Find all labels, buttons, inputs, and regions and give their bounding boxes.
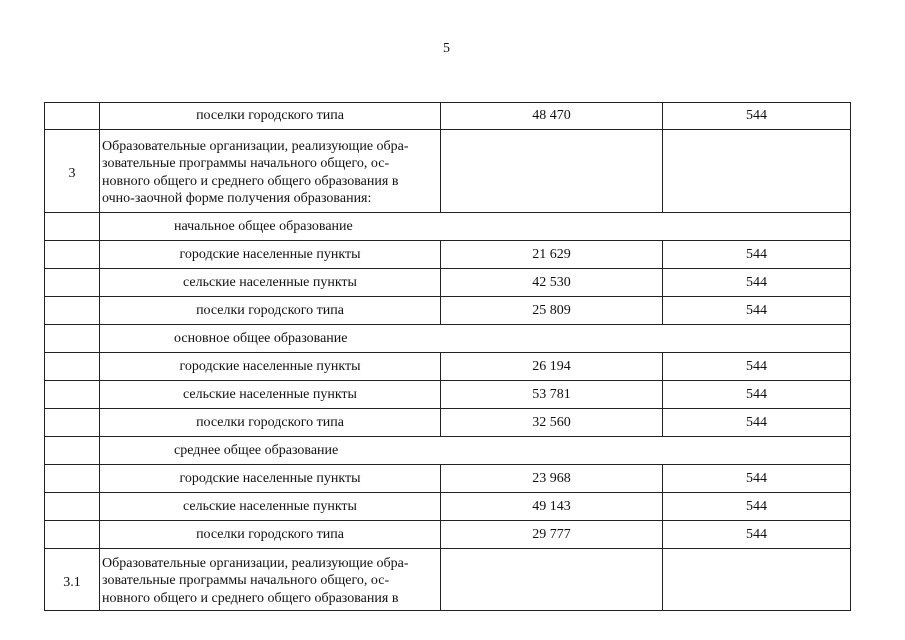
row-name-cell: городские населенные пункты: [100, 241, 441, 269]
row-number-cell: [45, 269, 100, 297]
row-name-cell: городские населенные пункты: [100, 465, 441, 493]
row-name-cell: сельские населенные пункты: [100, 493, 441, 521]
value-cell-2: [663, 437, 851, 465]
row-name-cell: поселки городского типа: [100, 103, 441, 130]
value-cell-1: [441, 213, 663, 241]
table-row: [45, 241, 851, 269]
table-row: [45, 325, 851, 353]
value-cell-1: 42 530: [441, 269, 663, 297]
value-cell-1: 23 968: [441, 465, 663, 493]
value-cell-2: 544: [663, 521, 851, 549]
value-cell-1: 25 809: [441, 297, 663, 325]
table-row: [45, 269, 851, 297]
table-row: [45, 103, 851, 130]
row-name-cell: сельские населенные пункты: [100, 269, 441, 297]
row-number-cell: [45, 465, 100, 493]
value-cell-1: [441, 325, 663, 353]
row-name-cell: поселки городского типа: [100, 521, 441, 549]
table-row: [45, 381, 851, 409]
table-row: [45, 409, 851, 437]
row-name-cell: основное общее образование: [100, 325, 441, 353]
row-number-cell: [45, 103, 100, 130]
table-row: [45, 521, 851, 549]
value-cell-1: [441, 130, 663, 213]
row-number-cell: [45, 409, 100, 437]
value-cell-1: 26 194: [441, 353, 663, 381]
value-cell-2: 544: [663, 297, 851, 325]
table-row: [45, 297, 851, 325]
row-name-cell: сельские населенные пункты: [100, 381, 441, 409]
row-number-cell: [45, 353, 100, 381]
value-cell-2: 544: [663, 103, 851, 130]
value-cell-2: [663, 130, 851, 213]
value-cell-2: [663, 325, 851, 353]
row-number-cell: [45, 241, 100, 269]
row-number-cell: [45, 437, 100, 465]
row-name-cell: поселки городского типа: [100, 297, 441, 325]
table-row: [45, 549, 851, 611]
value-cell-1: 48 470: [441, 103, 663, 130]
row-name-cell: среднее общее образование: [100, 437, 441, 465]
row-number-cell: [45, 381, 100, 409]
row-number-cell: [45, 213, 100, 241]
value-cell-2: 544: [663, 409, 851, 437]
value-cell-2: 544: [663, 241, 851, 269]
value-cell-1: 29 777: [441, 521, 663, 549]
value-cell-1: 53 781: [441, 381, 663, 409]
table-row: [45, 130, 851, 213]
value-cell-1: 21 629: [441, 241, 663, 269]
table-row: [45, 493, 851, 521]
row-name-cell: начальное общее образование: [100, 213, 441, 241]
value-cell-2: 544: [663, 465, 851, 493]
row-number-cell: 3.1: [45, 549, 100, 611]
row-name-cell: Образовательные организации, реализующие обра- зовательные программы начального общего, ос- новного общего и среднего общего образования в очно-заочной форме получения образования:: [100, 130, 441, 213]
value-cell-1: [441, 437, 663, 465]
table-row: [45, 353, 851, 381]
value-cell-1: [441, 549, 663, 611]
value-cell-1: 32 560: [441, 409, 663, 437]
row-name-cell: Образовательные организации, реализующие обра- зовательные программы начального общего, ос- новного общего и среднего общего образования в: [100, 549, 441, 611]
value-cell-2: [663, 213, 851, 241]
page-number: 5: [443, 41, 450, 56]
value-cell-2: 544: [663, 353, 851, 381]
value-cell-2: 544: [663, 269, 851, 297]
row-name-cell: городские населенные пункты: [100, 353, 441, 381]
value-cell-1: 49 143: [441, 493, 663, 521]
row-number-cell: [45, 325, 100, 353]
value-cell-2: 544: [663, 381, 851, 409]
row-number-cell: [45, 493, 100, 521]
table-row: [45, 213, 851, 241]
row-number-cell: [45, 297, 100, 325]
row-name-cell: поселки городского типа: [100, 409, 441, 437]
table-row: [45, 465, 851, 493]
row-number-cell: 3: [45, 130, 100, 213]
indicator-table: [44, 102, 851, 611]
row-number-cell: [45, 521, 100, 549]
value-cell-2: [663, 549, 851, 611]
table-row: [45, 437, 851, 465]
value-cell-2: 544: [663, 493, 851, 521]
